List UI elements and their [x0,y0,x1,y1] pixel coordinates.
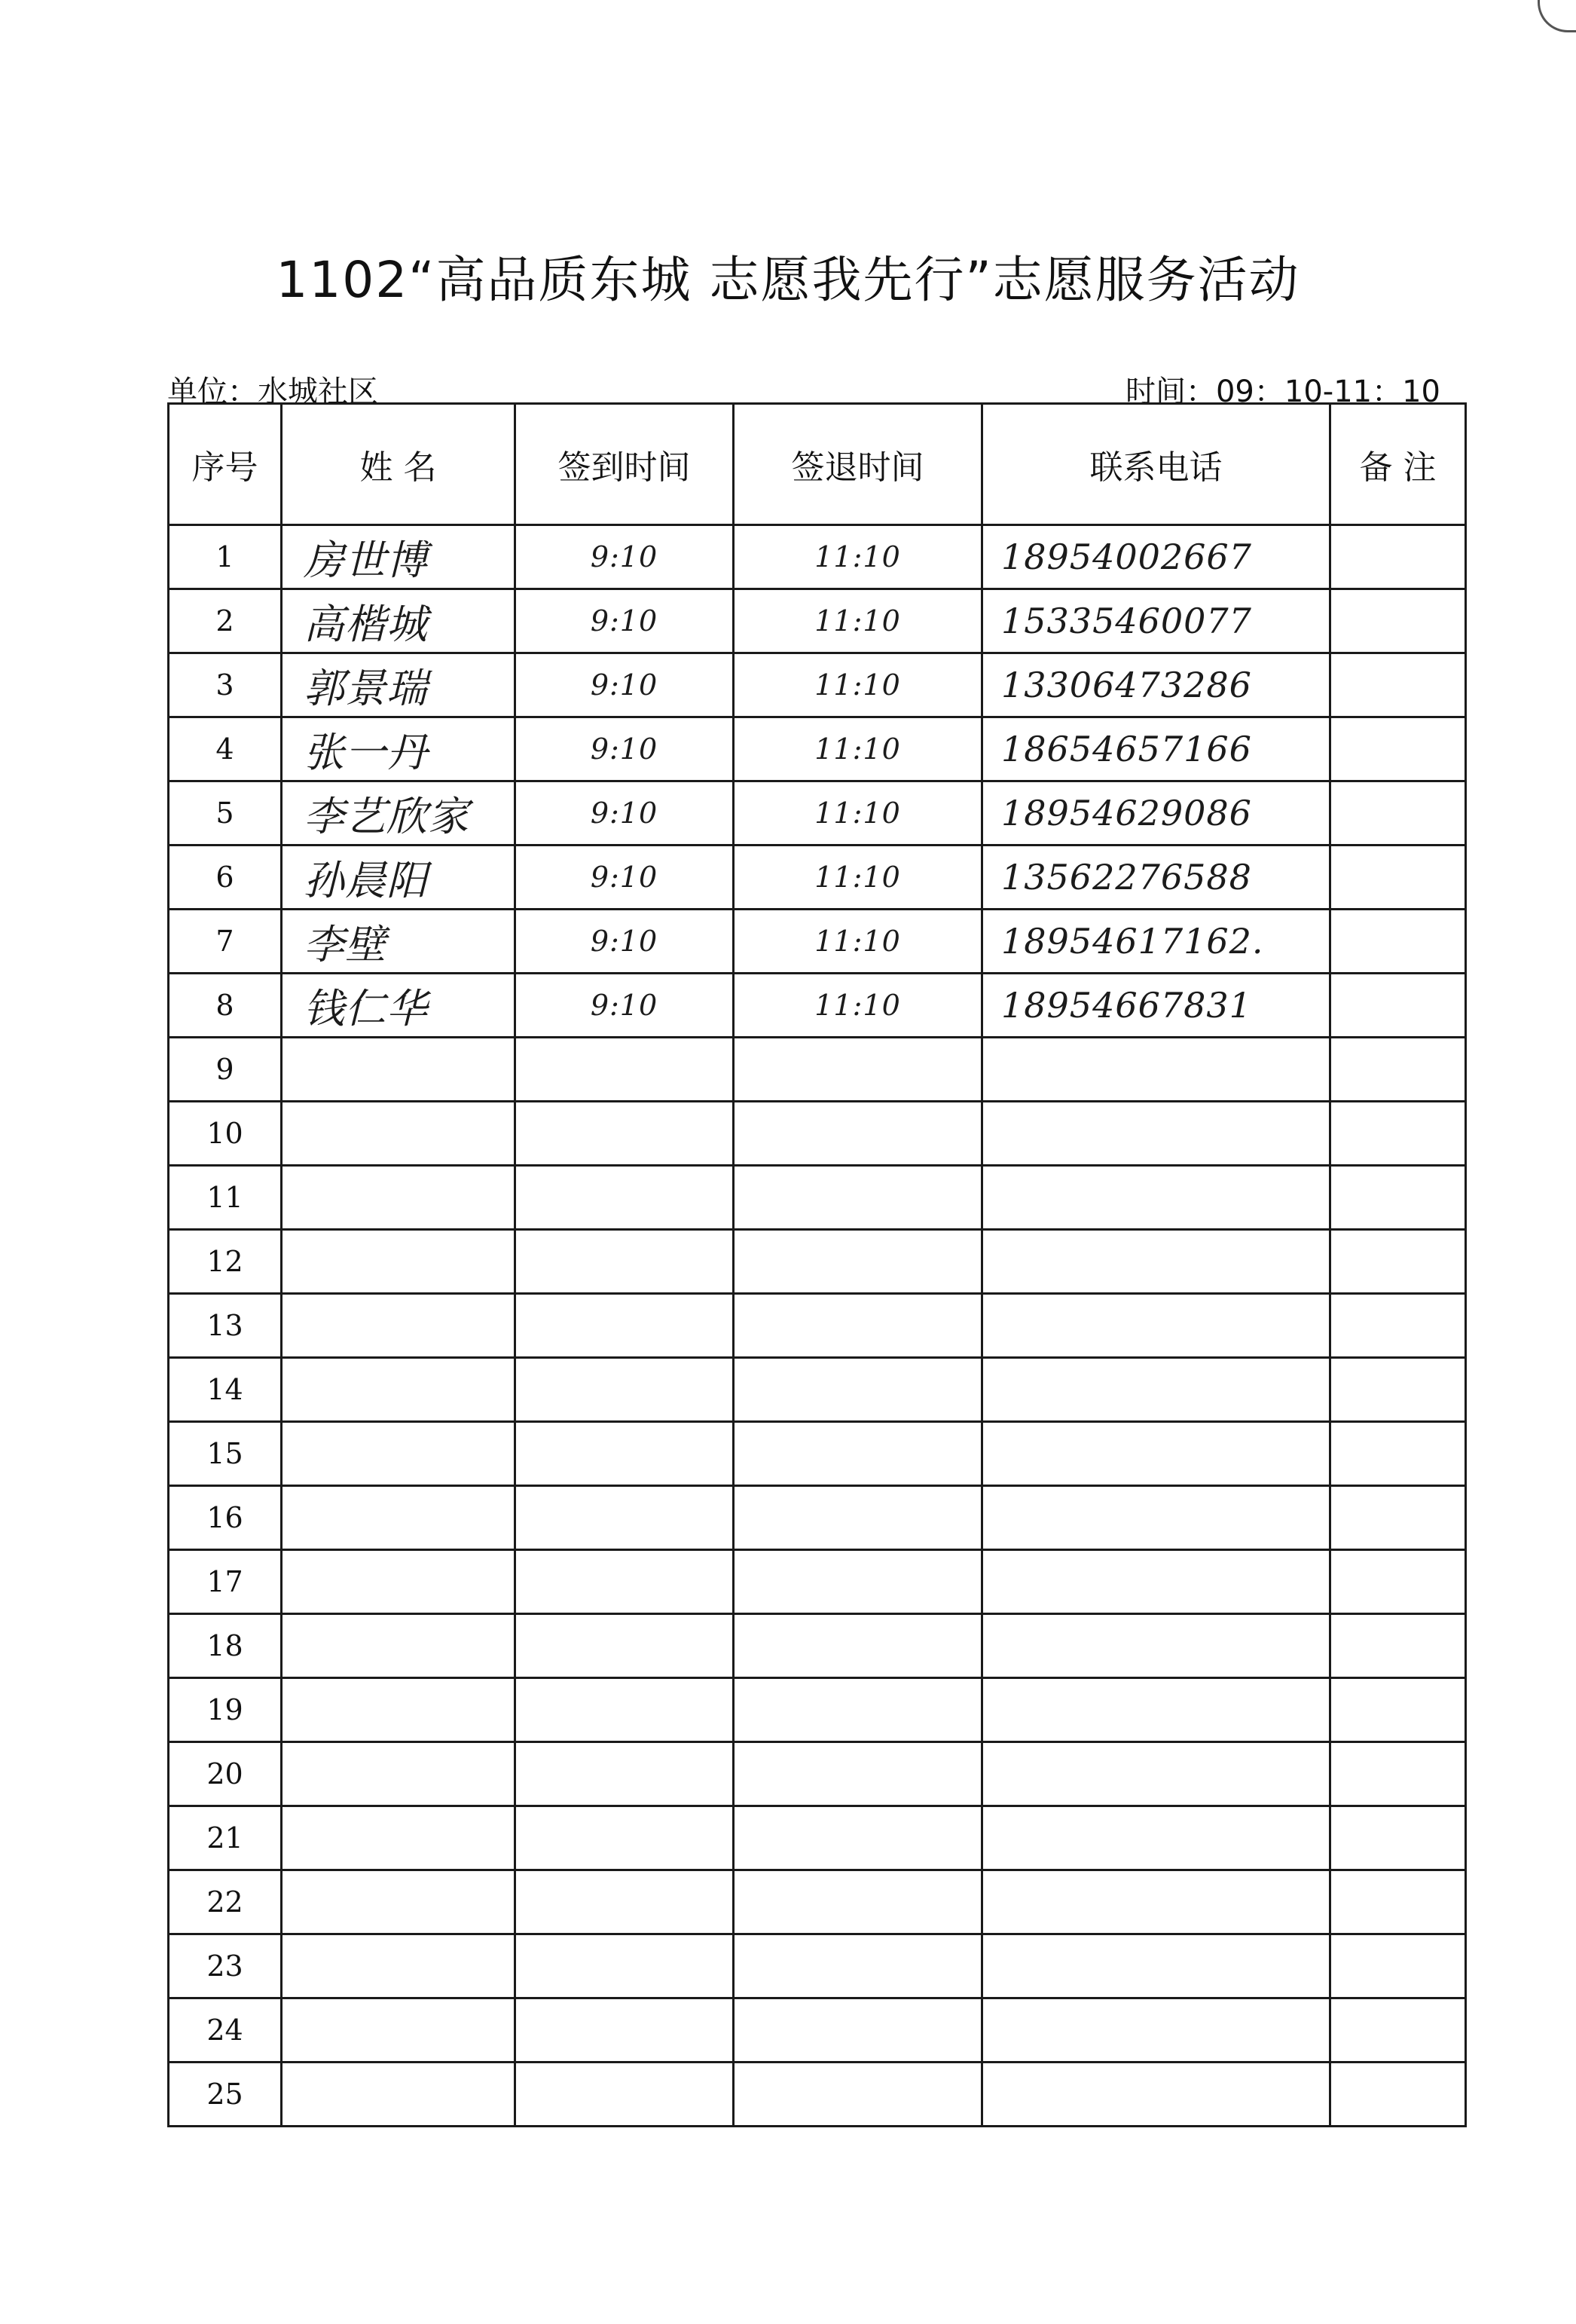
sign-in-cell [515,1294,734,1358]
name-cell [282,1806,515,1870]
phone-cell [982,1294,1330,1358]
table-row [169,653,1466,717]
phone-cell [982,1614,1330,1678]
table-row [169,717,1466,781]
phone-cell: 15335460077 [982,589,1330,653]
row-number: 9 [169,1038,282,1102]
table-row [169,1550,1466,1614]
phone-cell: 13306473286 [982,653,1330,717]
note-cell [1330,846,1466,910]
sign-in-cell [515,1038,734,1102]
note-cell [1330,781,1466,846]
phone-cell: 18954002667 [982,525,1330,589]
row-number: 7 [169,910,282,974]
sign-out-cell: 11:10 [734,717,982,781]
sign-in-cell [515,1550,734,1614]
sign-in-cell [515,1230,734,1294]
phone-cell [982,1934,1330,1998]
sign-out-cell [734,1166,982,1230]
phone-cell [982,1742,1330,1806]
table-body [169,525,1466,2127]
name-cell [282,1230,515,1294]
row-number: 4 [169,717,282,781]
row-number: 25 [169,2063,282,2127]
table-row [169,1102,1466,1166]
row-number: 6 [169,846,282,910]
name-cell: 高楷城 [282,589,515,653]
table-row [169,1742,1466,1806]
sign-in-cell: 9:10 [515,525,734,589]
header-no: 序号 [169,404,282,525]
name-cell [282,1486,515,1550]
phone-cell [982,1806,1330,1870]
sign-in-cell: 9:10 [515,653,734,717]
table-row [169,1870,1466,1934]
name-cell: 房世博 [282,525,515,589]
sign-out-cell [734,2063,982,2127]
sign-in-cell: 9:10 [515,974,734,1038]
sign-in-cell [515,1742,734,1806]
sign-in-cell [515,1166,734,1230]
note-cell [1330,2063,1466,2127]
sign-in-cell [515,1678,734,1742]
phone-cell [982,1486,1330,1550]
table-row [169,1294,1466,1358]
header-note: 备 注 [1330,404,1466,525]
name-cell [282,1102,515,1166]
table-row [169,1678,1466,1742]
sign-in-cell: 9:10 [515,589,734,653]
row-number: 1 [169,525,282,589]
sign-in-cell: 9:10 [515,717,734,781]
sign-out-cell [734,1934,982,1998]
name-cell [282,1294,515,1358]
header-phone: 联系电话 [982,404,1330,525]
header-sign-in: 签到时间 [515,404,734,525]
phone-cell [982,1998,1330,2063]
row-number: 17 [169,1550,282,1614]
note-cell [1330,1998,1466,2063]
table-row [169,1934,1466,1998]
row-number: 13 [169,1294,282,1358]
phone-cell [982,2063,1330,2127]
row-number: 11 [169,1166,282,1230]
header-name: 姓 名 [282,404,515,525]
note-cell [1330,1358,1466,1422]
name-cell [282,2063,515,2127]
sign-in-cell: 9:10 [515,781,734,846]
sign-in-cell [515,1102,734,1166]
note-cell [1330,717,1466,781]
phone-cell [982,1550,1330,1614]
name-cell: 孙晨阳 [282,846,515,910]
note-cell [1330,1870,1466,1934]
note-cell [1330,525,1466,589]
name-cell [282,1550,515,1614]
name-cell: 李壁 [282,910,515,974]
sign-in-cell [515,1614,734,1678]
sign-out-cell [734,1550,982,1614]
note-cell [1330,1102,1466,1166]
sign-in-cell [515,1486,734,1550]
sign-out-cell [734,1486,982,1550]
name-cell [282,1422,515,1486]
sign-out-cell [734,1614,982,1678]
sign-out-cell [734,1806,982,1870]
table-row [169,1614,1466,1678]
table-row [169,1422,1466,1486]
name-cell [282,1870,515,1934]
table-row [169,781,1466,846]
sign-in-cell [515,1870,734,1934]
table-row [169,1998,1466,2063]
table-row [169,1358,1466,1422]
name-cell [282,1934,515,1998]
row-number: 23 [169,1934,282,1998]
note-cell [1330,1678,1466,1742]
name-cell: 李艺欣家 [282,781,515,846]
note-cell [1330,1038,1466,1102]
note-cell [1330,653,1466,717]
sign-in-cell: 9:10 [515,846,734,910]
row-number: 22 [169,1870,282,1934]
name-cell [282,1678,515,1742]
table-header-row [169,404,1466,525]
phone-cell [982,1102,1330,1166]
table-row [169,974,1466,1038]
name-cell: 钱仁华 [282,974,515,1038]
note-cell [1330,1166,1466,1230]
sign-out-cell: 11:10 [734,974,982,1038]
header-sign-out: 签退时间 [734,404,982,525]
table-row [169,1486,1466,1550]
sign-out-cell [734,1358,982,1422]
sign-out-cell [734,1678,982,1742]
sign-in-cell [515,2063,734,2127]
phone-cell: 18954667831 [982,974,1330,1038]
sign-in-cell [515,1934,734,1998]
time-label: 时间：09：10-11：10 [1125,375,1440,409]
phone-cell [982,1230,1330,1294]
row-number: 2 [169,589,282,653]
phone-cell [982,1870,1330,1934]
phone-cell [982,1422,1330,1486]
table-row [169,589,1466,653]
table-row [169,1806,1466,1870]
sign-out-cell: 11:10 [734,781,982,846]
sign-out-cell: 11:10 [734,653,982,717]
note-cell [1330,1934,1466,1998]
table-row [169,1166,1466,1230]
name-cell: 张一丹 [282,717,515,781]
sign-in-cell [515,1998,734,2063]
name-cell [282,1038,515,1102]
page-corner-fold [1538,0,1576,32]
note-cell [1330,589,1466,653]
sign-out-cell: 11:10 [734,525,982,589]
row-number: 15 [169,1422,282,1486]
sign-out-cell [734,1742,982,1806]
phone-cell [982,1678,1330,1742]
note-cell [1330,1806,1466,1870]
note-cell [1330,1550,1466,1614]
row-number: 5 [169,781,282,846]
phone-cell: 13562276588 [982,846,1330,910]
attendance-table [167,402,1467,2127]
sign-out-cell [734,1422,982,1486]
row-number: 21 [169,1806,282,1870]
phone-cell: 18954629086 [982,781,1330,846]
row-number: 16 [169,1486,282,1550]
table-row [169,525,1466,589]
phone-cell [982,1038,1330,1102]
name-cell [282,1166,515,1230]
phone-cell: 18654657166 [982,717,1330,781]
sign-out-cell [734,1294,982,1358]
note-cell [1330,1294,1466,1358]
row-number: 24 [169,1998,282,2063]
table-row [169,1038,1466,1102]
sign-out-cell: 11:10 [734,910,982,974]
sign-in-cell: 9:10 [515,910,734,974]
page-title: 1102“高品质东城 志愿我先行”志愿服务活动 [276,251,1300,309]
sign-in-cell [515,1806,734,1870]
sign-out-cell [734,1870,982,1934]
sign-out-cell: 11:10 [734,589,982,653]
unit-label: 单位：水城社区 [167,375,378,409]
table-row [169,1230,1466,1294]
row-number: 12 [169,1230,282,1294]
row-number: 8 [169,974,282,1038]
name-cell [282,1358,515,1422]
note-cell [1330,1486,1466,1550]
name-cell [282,1742,515,1806]
sign-in-cell [515,1358,734,1422]
table-row [169,846,1466,910]
note-cell [1330,910,1466,974]
name-cell [282,1998,515,2063]
row-number: 14 [169,1358,282,1422]
sign-out-cell [734,1998,982,2063]
note-cell [1330,1422,1466,1486]
row-number: 10 [169,1102,282,1166]
name-cell: 郭景瑞 [282,653,515,717]
phone-cell [982,1166,1330,1230]
note-cell [1330,1230,1466,1294]
note-cell [1330,1614,1466,1678]
sign-out-cell [734,1230,982,1294]
note-cell [1330,974,1466,1038]
sign-out-cell: 11:10 [734,846,982,910]
phone-cell: 18954617162. [982,910,1330,974]
row-number: 19 [169,1678,282,1742]
row-number: 20 [169,1742,282,1806]
sign-out-cell [734,1102,982,1166]
sign-in-cell [515,1422,734,1486]
phone-cell [982,1358,1330,1422]
sign-out-cell [734,1038,982,1102]
note-cell [1330,1742,1466,1806]
row-number: 3 [169,653,282,717]
row-number: 18 [169,1614,282,1678]
table-row [169,910,1466,974]
name-cell [282,1614,515,1678]
table-row [169,2063,1466,2127]
